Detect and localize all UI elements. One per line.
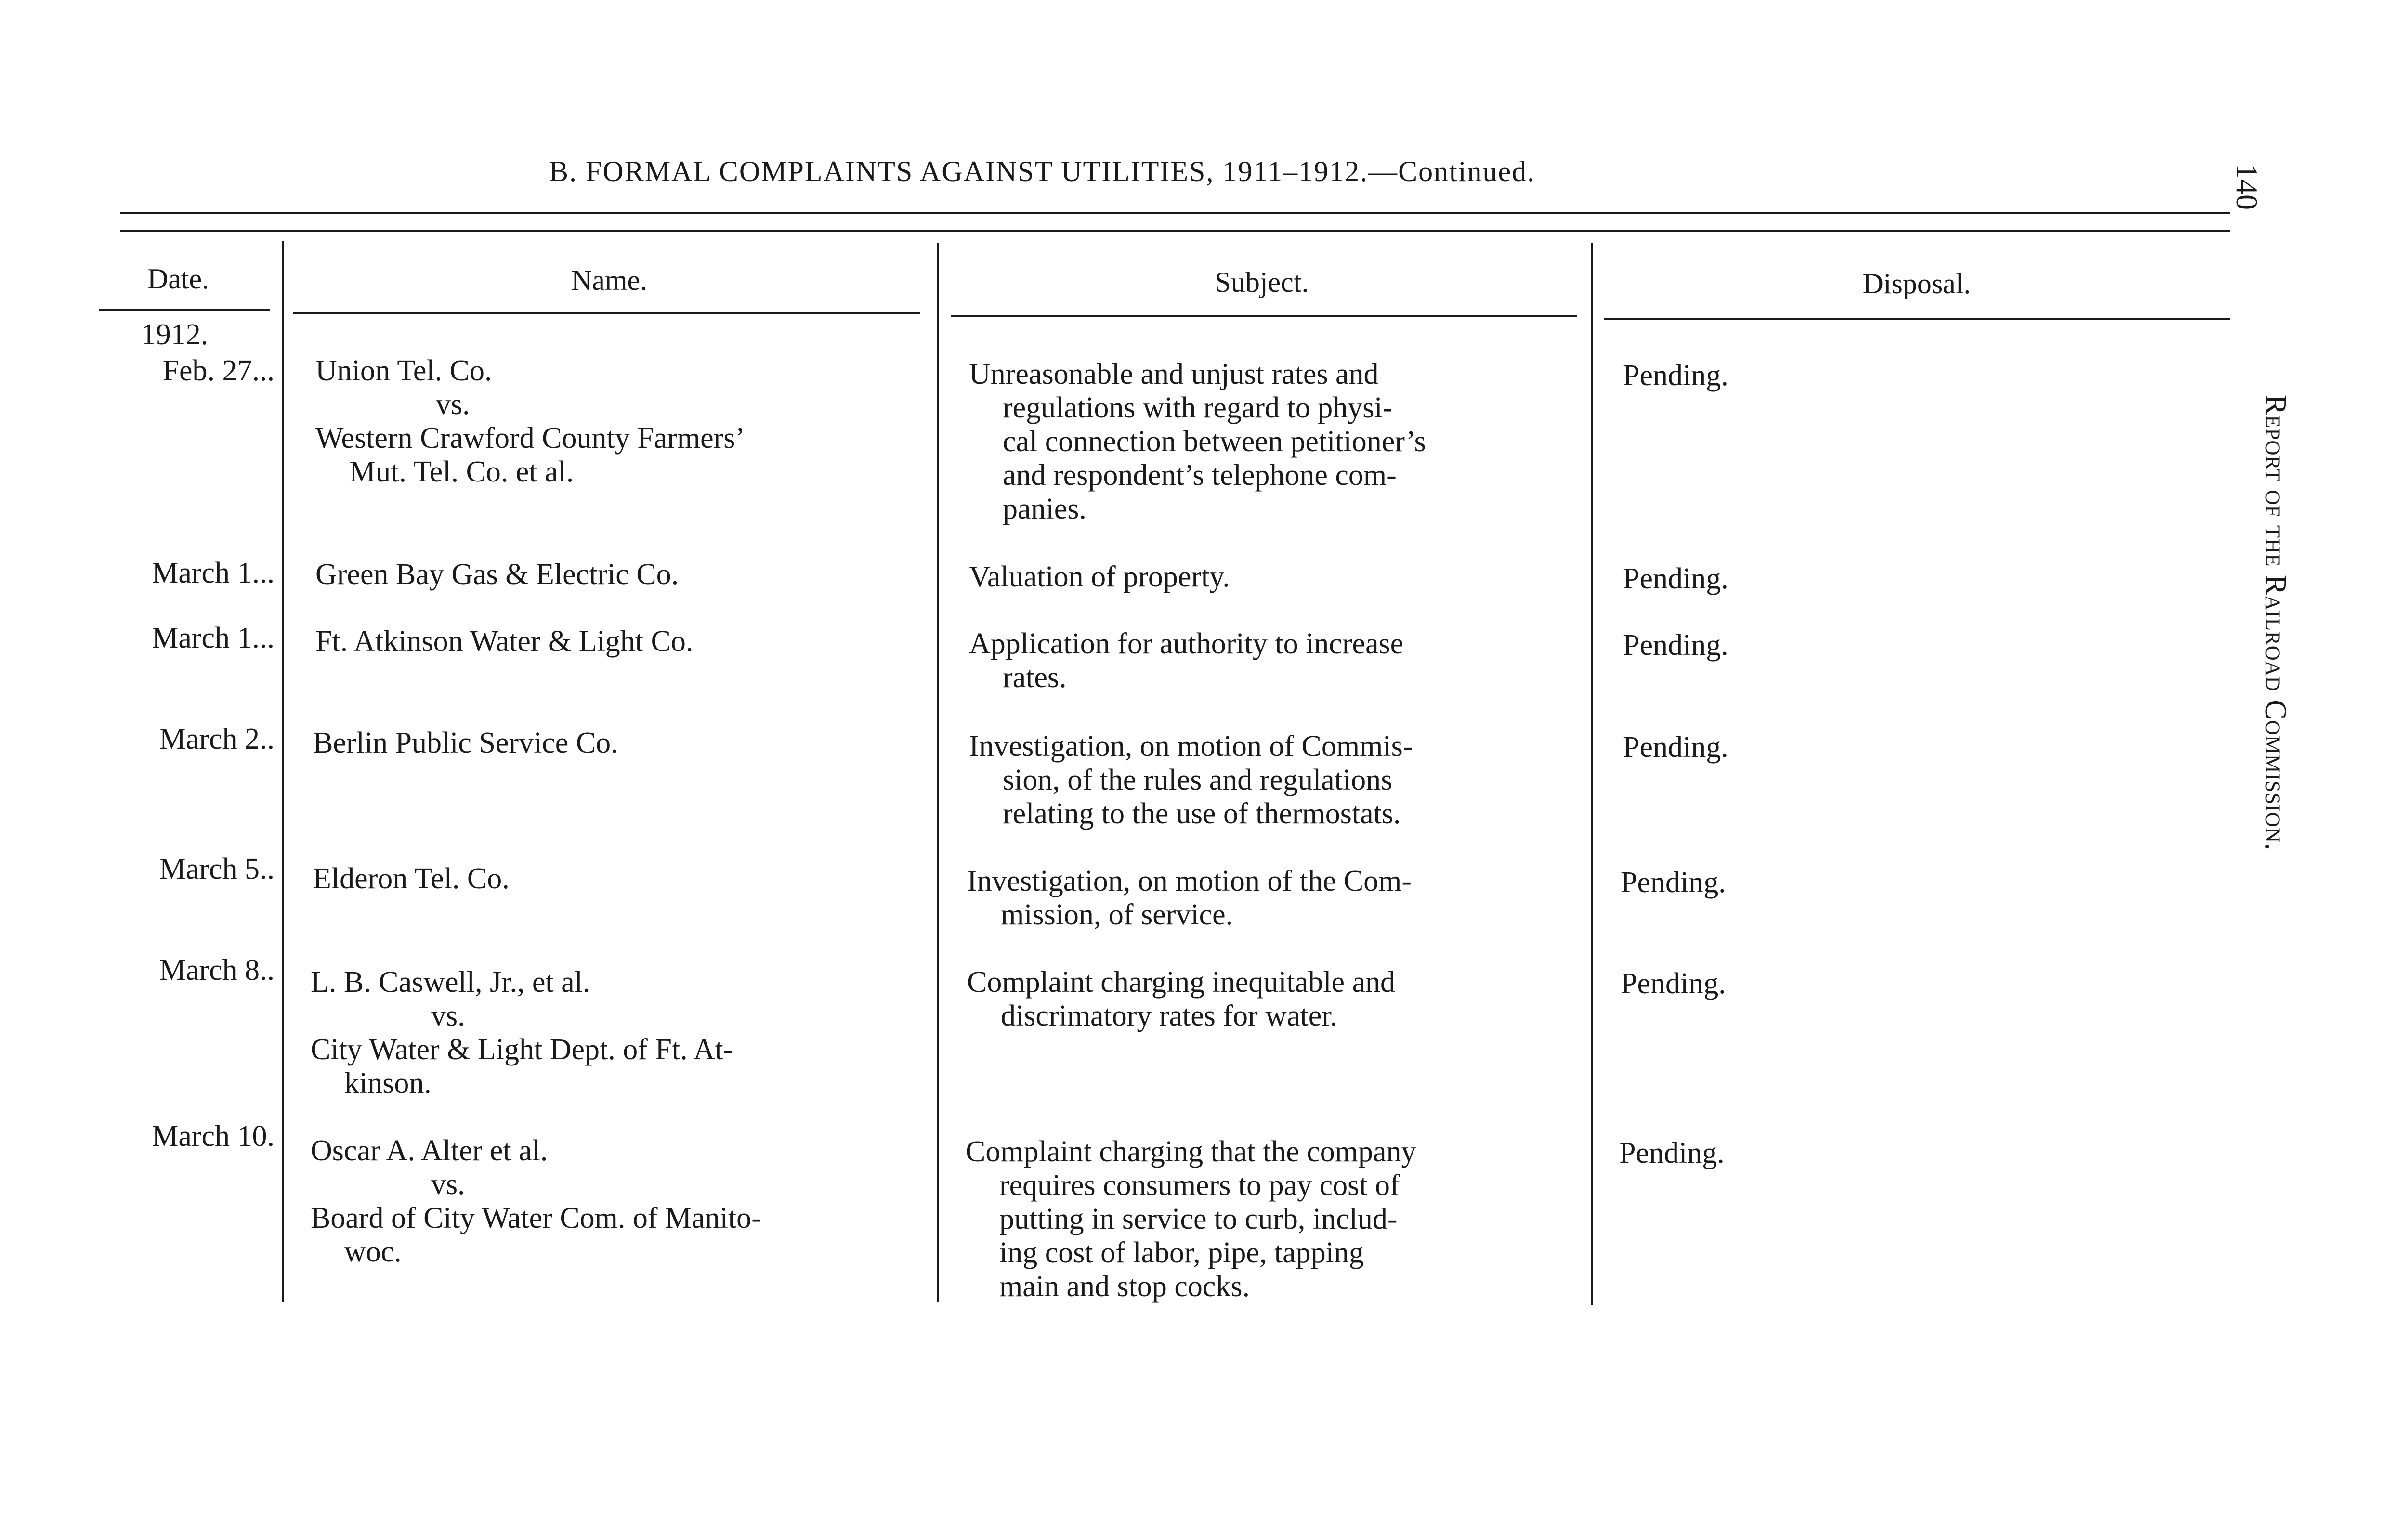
row-disposal: Pending.	[1621, 967, 1726, 1000]
row-disposal: Pending.	[1623, 359, 1728, 392]
row-date: March 1...	[152, 622, 275, 654]
name-line: Board of City Water Com. of Manito-	[311, 1202, 761, 1234]
row-name	[311, 965, 733, 1100]
name-line: Ft. Atkinson Water & Light Co.	[315, 625, 694, 658]
subject-line: panies.	[1003, 493, 1086, 525]
row-date: March 2..	[159, 723, 275, 755]
row-date: March 10.	[152, 1120, 275, 1153]
name-line: Green Bay Gas & Electric Co.	[315, 558, 679, 591]
column-underline-disposal	[1604, 318, 2230, 320]
row-date: March 1...	[152, 557, 275, 589]
row-date: Feb. 27...	[162, 354, 275, 387]
row-date: March 8..	[159, 954, 275, 987]
name-line: Oscar A. Alter et al.	[311, 1134, 548, 1167]
side-title-part: .	[2259, 843, 2292, 851]
name-line: Berlin Public Service Co.	[313, 727, 618, 759]
column-underline-subject	[951, 315, 1577, 317]
header-rule-bottom	[120, 230, 2230, 232]
column-header-subject: Subject.	[1215, 266, 1309, 298]
row-subject	[969, 357, 1426, 526]
page-title: B. FORMAL COMPLAINTS AGAINST UTILITIES, 1911–1912.—Continued.	[549, 156, 1536, 187]
column-underline-name	[293, 312, 920, 314]
row-subject	[969, 729, 1413, 831]
column-divider	[1591, 243, 1593, 1305]
name-line: kinson.	[344, 1067, 432, 1100]
row-name	[315, 354, 745, 489]
row-name	[315, 558, 679, 591]
column-header-name: Name.	[571, 264, 648, 296]
side-title-part: of the	[2259, 481, 2292, 575]
subject-line: relating to the use of thermostats.	[1003, 797, 1401, 830]
side-title-part: Report	[2259, 395, 2292, 482]
year-label	[96, 318, 253, 351]
row-subject	[969, 560, 1230, 594]
subject-line: Investigation, on motion of the Com-	[967, 865, 1412, 897]
row-date: March 5..	[159, 853, 275, 885]
year-text: 1912.	[141, 318, 209, 351]
row-name	[313, 862, 510, 896]
running-side-title	[2258, 395, 2292, 851]
subject-line: ing cost of labor, pipe, tapping	[999, 1236, 1364, 1269]
row-subject	[966, 1135, 1416, 1303]
row-subject	[967, 864, 1412, 932]
name-line: Elderon Tel. Co.	[313, 862, 510, 895]
row-disposal: Pending.	[1623, 629, 1728, 662]
subject-line: mission, of service.	[1001, 898, 1233, 931]
subject-line: discrimatory rates for water.	[1001, 1000, 1337, 1032]
row-name	[315, 624, 693, 658]
row-disposal: Pending.	[1623, 731, 1728, 764]
name-line: L. B. Caswell, Jr., et al.	[311, 966, 590, 999]
row-disposal: Pending.	[1619, 1137, 1725, 1169]
header-rule-top	[120, 212, 2230, 214]
subject-line: sion, of the rules and regulations	[1003, 764, 1393, 796]
name-line: vs.	[431, 1000, 465, 1032]
subject-line: Unreasonable and unjust rates and	[969, 358, 1379, 390]
row-subject	[969, 627, 1403, 694]
subject-line: Investigation, on motion of Commis-	[969, 730, 1413, 763]
name-line: City Water & Light Dept. of Ft. At-	[311, 1033, 733, 1066]
page-number: 140	[2230, 164, 2264, 210]
column-divider	[282, 241, 284, 1302]
subject-line: and respondent’s telephone com-	[1003, 459, 1397, 492]
name-line: vs.	[431, 1168, 465, 1201]
name-line: Union Tel. Co.	[315, 354, 492, 387]
row-name	[311, 1134, 761, 1269]
column-divider	[937, 243, 939, 1302]
side-title-part: Railroad	[2259, 575, 2292, 692]
column-underline-date	[99, 309, 270, 311]
row-disposal: Pending.	[1621, 866, 1726, 899]
row-disposal: Pending.	[1623, 562, 1728, 595]
row-subject	[967, 965, 1395, 1033]
subject-line: Valuation of property.	[969, 560, 1230, 593]
side-title-part	[2259, 692, 2292, 700]
name-line: vs.	[436, 388, 470, 421]
column-header-disposal: Disposal.	[1862, 268, 1971, 299]
name-line: Mut. Tel. Co. et al.	[349, 455, 574, 488]
subject-line: Complaint charging inequitable and	[967, 966, 1396, 999]
subject-line: regulations with regard to physi-	[1003, 391, 1393, 424]
side-title-part: Commission	[2259, 700, 2292, 843]
subject-line: main and stop cocks.	[999, 1270, 1250, 1303]
subject-line: putting in service to curb, includ-	[999, 1203, 1398, 1235]
row-name	[313, 726, 618, 760]
name-line: Western Crawford County Farmers’	[315, 422, 746, 455]
subject-line: cal connection between petitioner’s	[1003, 425, 1426, 458]
subject-line: Application for authority to increase	[969, 627, 1404, 660]
subject-line: rates.	[1003, 661, 1067, 694]
subject-line: Complaint charging that the company	[966, 1135, 1416, 1168]
column-header-date: Date.	[147, 263, 209, 295]
subject-line: requires consumers to pay cost of	[999, 1169, 1400, 1202]
name-line: woc.	[344, 1235, 402, 1268]
